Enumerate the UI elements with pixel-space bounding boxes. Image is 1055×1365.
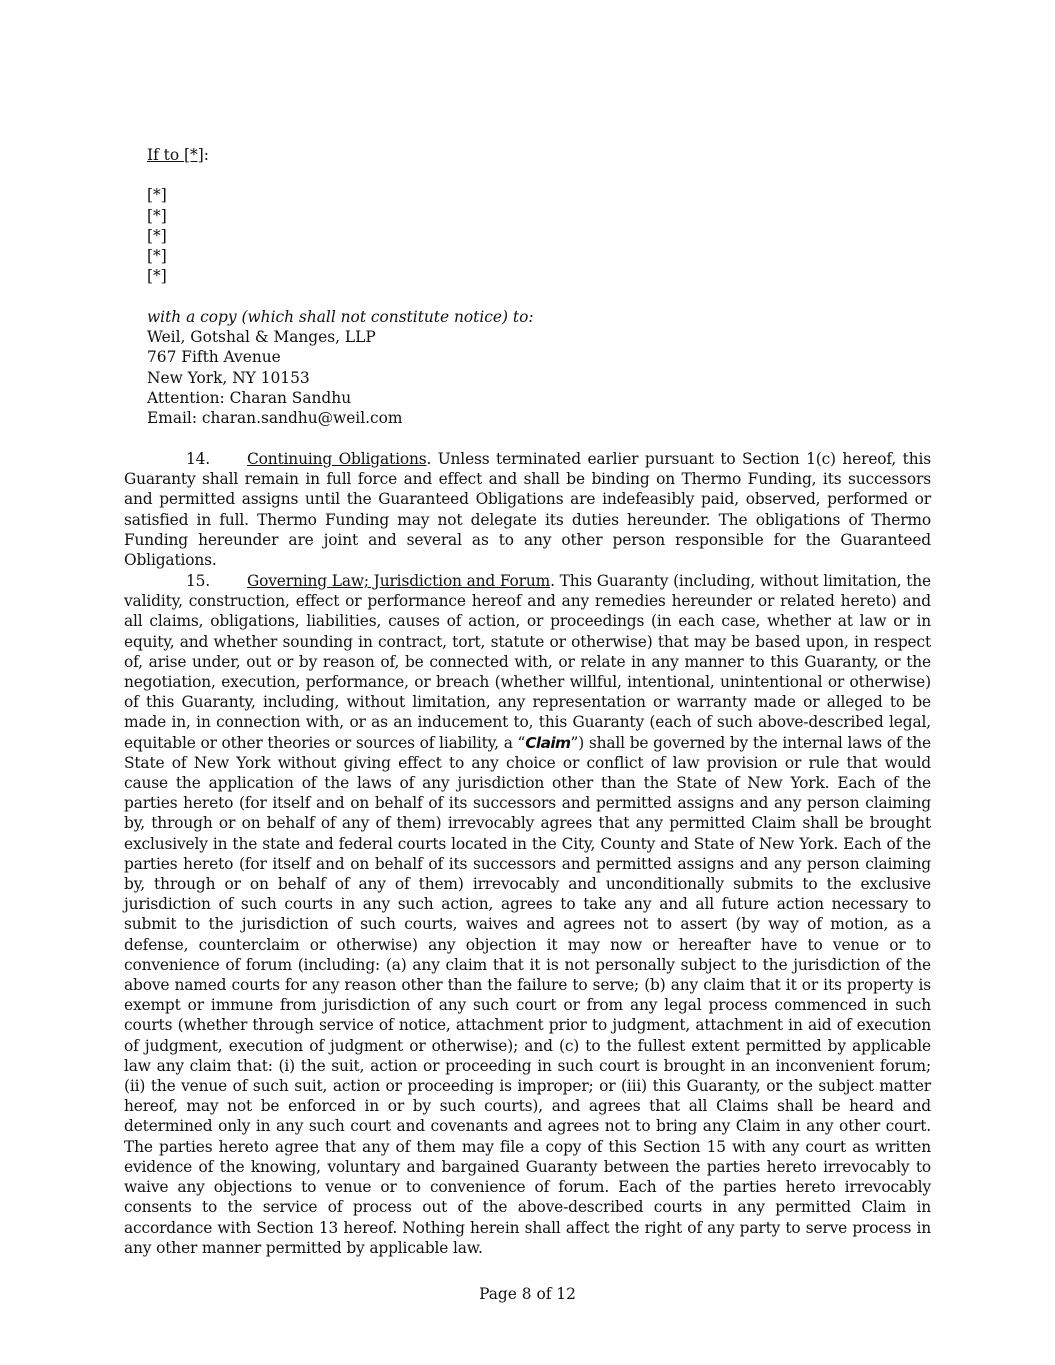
- address-line: [*]: [147, 186, 167, 205]
- address-line: [*]: [147, 247, 167, 265]
- address-line: [*]: [147, 226, 167, 245]
- if-to-heading: [147, 145, 931, 165]
- address-line: [*]: [147, 206, 167, 225]
- claim-defined-term: Claim: [525, 733, 571, 752]
- copy-address-line: Email: charan.sandhu@weil.com: [147, 409, 403, 428]
- section-15-paragraph: [124, 571, 931, 1258]
- page-number: Page 8 of 12: [479, 1285, 576, 1303]
- section-14-paragraph: [124, 449, 931, 570]
- if-to-colon: :: [203, 146, 209, 164]
- section-15-heading: Governing Law; Jurisdiction and Forum: [247, 572, 551, 590]
- copy-address-line: Weil, Gotshal & Manges, LLP: [147, 328, 376, 347]
- copy-to-block: [147, 307, 931, 428]
- copy-to-label: with a copy (which shall not constitute notice) to:: [147, 308, 534, 326]
- section-14-body: . Unless terminated earlier pursuant to Section 1(c) hereof, this Guaranty shall remain in full force and effect and shall be binding on Thermo Funding, its successors and permitted assigns until the Guaranteed Obligations are indefeasibly paid, observed, performed or satisfied in full. Thermo Funding may not delegate its duties hereunder. The obligations of Thermo Funding hereunder are joint and several as to any other person responsible for the Guaranteed Obligations.: [124, 450, 931, 570]
- copy-address-line: New York, NY 10153: [147, 368, 310, 387]
- section-14-heading: Continuing Obligations: [247, 450, 427, 468]
- copy-address-line: Attention: Charan Sandhu: [147, 388, 352, 407]
- copy-address-line: 767 Fifth Avenue: [147, 348, 281, 367]
- section-15-body-part2: ”) shall be governed by the internal laws of the State of New York without giving effect to any choice or conflict of law provision or rule that would cause the application of the laws of any jurisdiction other than the State of New York. Each of the parties hereto (for itself and on behalf of its successors and permitted assigns and any person claiming by, through or on behalf of any of them) irrevocably agrees that any permitted Claim shall be brought exclusively in the state and federal courts located in the City, County and State of New York. Each of the parties hereto (for itself and on behalf of its successors and permitted assigns and any person claiming by, through or on behalf of any of them) irrevocably and unconditionally submits to the exclusive jurisdiction of such courts in any such action, agrees to take any and all future action necessary to submit to the jurisdiction of such courts, waives and agrees not to assert (by way of motion, as a defense, counterclaim or otherwise) any objection it may now or hereafter have to venue or to convenience of forum (including: (a) any claim that it is not personally subject to the jurisdiction of the above named courts for any reason other than the failure to serve; (b) any claim that it or its property is exempt or immune from jurisdiction of any such court or from any legal process commenced in such courts (whether through service of notice, attachment prior to judgment, attachment in aid of execution of judgment, execution of judgment or otherwise); and (c) to the fullest extent permitted by applicable law any claim that: (i) the suit, action or proceeding in such court is brought in an inconvenient forum; (ii) the venue of such suit, action or proceeding is improper; or (iii) this Guaranty, or the subject matter hereof, may not be enforced in or by such courts), and agrees that all Claims shall be heard and determined only in any such court and covenants and agrees not to bring any Claim in any other court. The parties hereto agree that any of them may file a copy of this Section 15 with any court as written evidence of the knowing, voluntary and bargained Guaranty between the parties hereto irrevocably to waive any objections to venue or to convenience of forum. Each of the parties hereto irrevocably consents to the service of process out of the above-described courts in any permitted Claim in accordance with Section 13 hereof. Nothing herein shall affect the right of any party to serve process in any other manner permitted by applicable law.: [124, 733, 932, 1257]
- notice-recipient-block: [147, 145, 931, 286]
- address-line: [*]: [147, 267, 167, 286]
- section-15-number: 15.: [186, 572, 211, 590]
- if-to-label: If to [*]: [147, 146, 204, 164]
- section-15-body-part1: . This Guaranty (including, without limitation, the validity, construction, effect or performance hereof and any remedies hereunder or related hereto) and all claims, obligations, liabilities, causes of action, or proceedings (in each case, whether at law or in equity, and whether sounding in contract, tort, statute or otherwise) that may be based upon, in respect of, arise under, out or by reason of, be connected with, or relate in any manner to this Guaranty, or the negotiation, execution, performance, or breach (whether willful, intentional, unintentional or otherwise) of this Guaranty, including, without limitation, any representation or warranty made or alleged to be made in, in connection with, or as an inducement to, this Guaranty (each of such above-described legal, equitable or other theories or sources of liability, a “: [124, 572, 931, 752]
- section-14-number: 14.: [186, 450, 211, 468]
